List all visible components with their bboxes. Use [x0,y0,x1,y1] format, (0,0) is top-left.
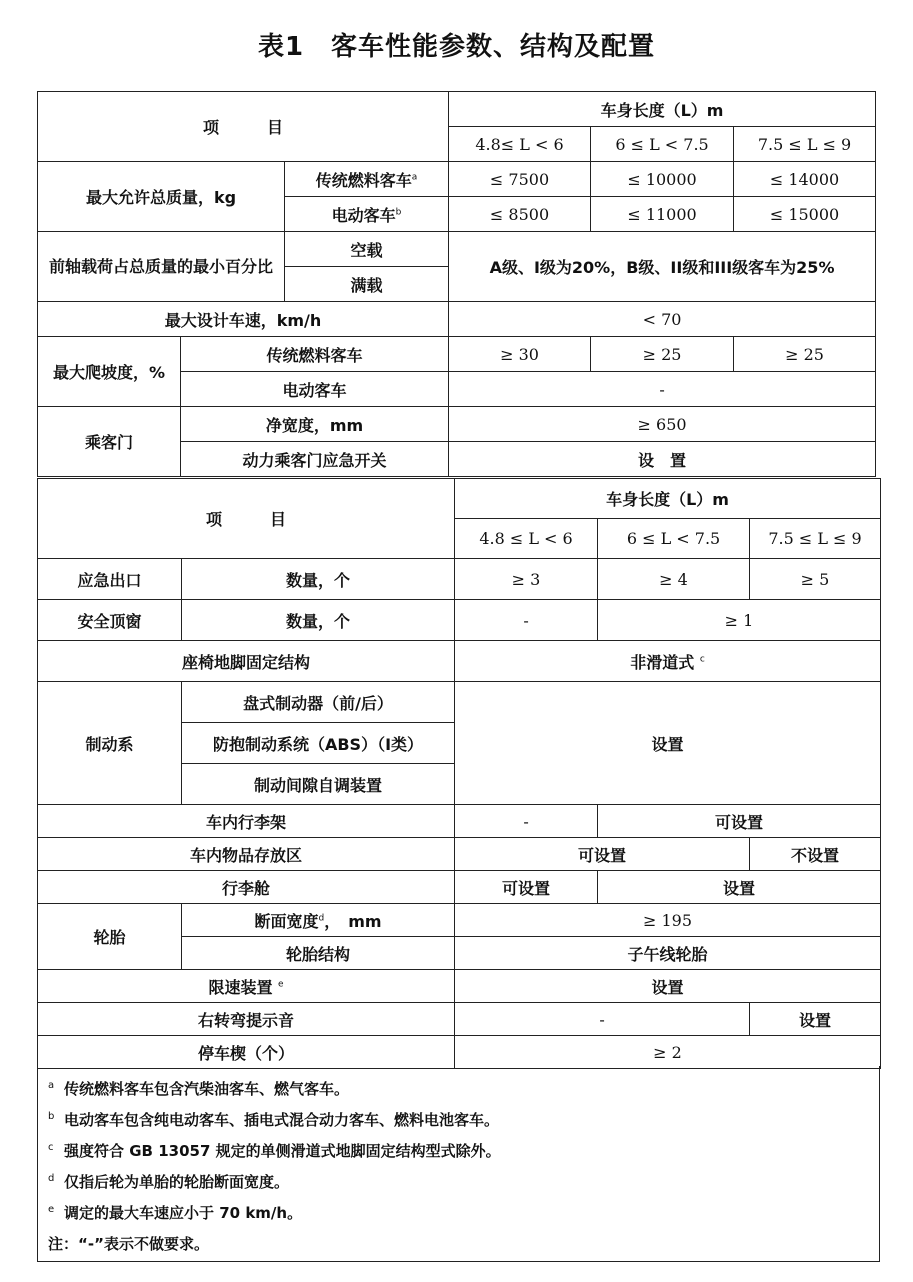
roof-hatch-value-2: ≥ 1 [598,600,881,641]
climb-fuel-value-3: ≥ 25 [734,337,876,372]
speed-limiter-label: 限速装置 $^e$ [38,970,455,1003]
roof-hatch-label: 安全顶窗 [38,600,182,641]
header-range-2-2: 6 ≤ L < 7.5 [598,519,750,559]
front-axle-value: A级、I级为20%，B级、II级和III级客车为25% [449,232,876,302]
door-switch-label: 动力乘客门应急开关 [181,442,449,477]
climb-electric-label: 电动客车 [181,372,449,407]
tire-label: 轮胎 [38,904,182,970]
emergency-exit-sub: 数量，个 [182,559,455,600]
climb-fuel-label: 传统燃料客车 [181,337,449,372]
speed-limiter-value: 设置 [455,970,881,1003]
luggage-rack-label: 车内行李架 [38,805,455,838]
mass-electric-value-1: ≤ 8500 [449,197,591,232]
luggage-rack-value-2: 可设置 [598,805,881,838]
luggage-hold-value-2: 设置 [598,871,881,904]
chock-label: 停车楔（个） [38,1036,455,1069]
tire-width-label: 断面宽度$^d$， mm [182,904,455,937]
mass-fuel-label: 传统燃料客车$^a$ [285,162,449,197]
max-speed-label: 最大设计车速，km/h [38,302,449,337]
seat-value: 非滑道式 $^c$ [455,641,881,682]
header-item-2: 项 目 [38,479,455,559]
max-speed-value: < 70 [449,302,876,337]
header-range-2-3: 7.5 ≤ L ≤ 9 [750,519,881,559]
emergency-exit-value-3: ≥ 5 [750,559,881,600]
footnote-e: e 调定的最大车速应小于 70 km/h。 [48,1204,303,1222]
front-axle-full: 满载 [285,267,449,302]
roof-hatch-value-1: - [455,600,598,641]
header-range-2: 6 ≤ L < 7.5 [591,127,734,162]
footnote-c: c 强度符合 GB 13057 规定的单侧滑道式地脚固定结构型式除外。 [48,1142,501,1160]
seat-label: 座椅地脚固定结构 [38,641,455,682]
header-length: 车身长度（L）m [449,92,876,127]
roof-hatch-sub: 数量，个 [182,600,455,641]
luggage-rack-value-1: - [455,805,598,838]
climb-fuel-value-1: ≥ 30 [449,337,591,372]
footnotes [37,1066,880,1262]
front-axle-empty: 空载 [285,232,449,267]
mass-electric-value-3: ≤ 15000 [734,197,876,232]
structure-table [37,478,881,1069]
mass-label: 最大允许总质量，kg [38,162,285,232]
door-label: 乘客门 [38,407,181,477]
storage-value-1: 可设置 [455,838,750,871]
emergency-exit-label: 应急出口 [38,559,182,600]
tire-structure-label: 轮胎结构 [182,937,455,970]
luggage-hold-label: 行李舱 [38,871,455,904]
storage-value-2: 不设置 [750,838,881,871]
brake-adjust-label: 制动间隙自调装置 [182,764,455,805]
right-turn-label: 右转弯提示音 [38,1003,455,1036]
mass-electric-value-2: ≤ 11000 [591,197,734,232]
climb-label: 最大爬坡度，% [38,337,181,407]
footnote-dash: 注：“-”表示不做要求。 [48,1235,209,1253]
header-range-1: 4.8≤ L < 6 [449,127,591,162]
door-switch-value: 设 置 [449,442,876,477]
footnote-d: d 仅指后轮为单胎的轮胎断面宽度。 [48,1173,290,1191]
header-length-2: 车身长度（L）m [455,479,881,519]
storage-label: 车内物品存放区 [38,838,455,871]
tire-structure-value: 子午线轮胎 [455,937,881,970]
brake-label: 制动系 [38,682,182,805]
brake-value: 设置 [455,682,881,805]
door-width-value: ≥ 650 [449,407,876,442]
tire-width-value: ≥ 195 [455,904,881,937]
right-turn-value-1: - [455,1003,750,1036]
luggage-hold-value-1: 可设置 [455,871,598,904]
climb-electric-value: - [449,372,876,407]
climb-fuel-value-2: ≥ 25 [591,337,734,372]
brake-abs-label: 防抱制动系统（ABS）（I类） [182,723,455,764]
mass-fuel-value-1: ≤ 7500 [449,162,591,197]
table-title: 表1 客车性能参数、结构及配置 [257,32,656,62]
door-width-label: 净宽度，mm [181,407,449,442]
footnote-a: a 传统燃料客车包含汽柴油客车、燃气客车。 [48,1080,350,1098]
header-range-2-1: 4.8 ≤ L < 6 [455,519,598,559]
emergency-exit-value-2: ≥ 4 [598,559,750,600]
performance-table [37,91,876,477]
footnote-b: b 电动客车包含纯电动客车、插电式混合动力客车、燃料电池客车。 [48,1111,500,1129]
front-axle-label: 前轴载荷占总质量的最小百分比 [38,232,285,302]
mass-fuel-value-3: ≤ 14000 [734,162,876,197]
chock-value: ≥ 2 [455,1036,881,1069]
emergency-exit-value-1: ≥ 3 [455,559,598,600]
header-range-3: 7.5 ≤ L ≤ 9 [734,127,876,162]
brake-disc-label: 盘式制动器（前/后） [182,682,455,723]
header-item: 项 目 [38,92,449,162]
mass-electric-label: 电动客车$^b$ [285,197,449,232]
mass-fuel-value-2: ≤ 10000 [591,162,734,197]
right-turn-value-2: 设置 [750,1003,881,1036]
